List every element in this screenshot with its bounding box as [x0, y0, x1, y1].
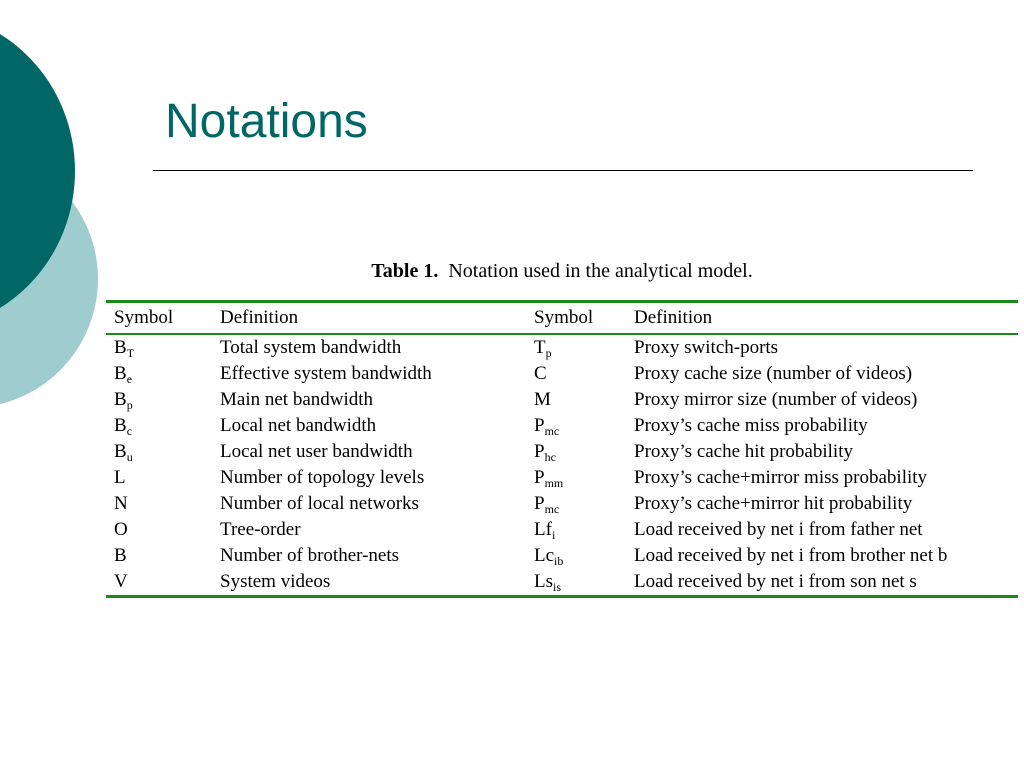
symbol-base: T [534, 337, 546, 358]
symbol-base: P [534, 415, 545, 436]
symbol-cell [526, 439, 626, 465]
symbol-base: L [114, 467, 126, 488]
definition-cell: Total system bandwidth [220, 337, 402, 358]
definition-cell: Proxy’s cache hit probability [634, 441, 853, 462]
definition-cell: Main net bandwidth [220, 389, 374, 410]
symbol-cell [526, 491, 626, 517]
symbol-base: Lc [534, 545, 555, 566]
symbol-cell [106, 491, 212, 517]
symbol-subscript: i [551, 528, 556, 542]
definition-cell: Proxy mirror size (number of videos) [634, 389, 918, 410]
symbol-subscript: e [126, 372, 133, 386]
definition-cell: Proxy switch-ports [634, 337, 779, 358]
definition-cell: Proxy’s cache+mirror miss probability [634, 467, 928, 488]
symbol-cell [106, 387, 212, 413]
table-row [106, 439, 1018, 465]
symbol-base: Lf [534, 519, 552, 540]
header-symbol-2: Symbol [534, 307, 594, 328]
symbol-cell [106, 361, 212, 387]
symbol-subscript: mc [544, 424, 560, 438]
symbol-base: P [534, 441, 545, 462]
symbol-subscript: mm [544, 476, 564, 490]
notation-table [106, 300, 1018, 598]
table-row [106, 387, 1018, 413]
definition-cell: System videos [220, 571, 331, 592]
symbol-cell [106, 439, 212, 465]
symbol-cell [526, 387, 626, 413]
table-caption-label: Table 1. [371, 260, 439, 282]
symbol-cell [106, 413, 212, 439]
definition-cell: Load received by net i from son net s [634, 571, 917, 592]
symbol-base: Ls [534, 571, 553, 592]
definition-cell: Proxy cache size (number of videos) [634, 363, 913, 384]
table-header-row [106, 302, 1018, 335]
table-row [106, 361, 1018, 387]
definition-cell: Load received by net i from brother net b [634, 545, 948, 566]
symbol-base: C [534, 363, 547, 384]
symbol-cell [526, 361, 626, 387]
definition-cell: Number of local networks [220, 493, 419, 514]
symbol-base: M [534, 389, 551, 410]
symbol-subscript: hc [544, 450, 556, 464]
symbol-subscript: p [126, 398, 133, 412]
table-row [106, 334, 1018, 361]
symbol-subscript: mc [544, 502, 560, 516]
header-definition-1: Definition [220, 307, 299, 328]
definition-cell: Load received by net i from father net [634, 519, 923, 540]
symbol-cell [526, 517, 626, 543]
symbol-cell [106, 543, 212, 569]
table-row [106, 543, 1018, 569]
symbol-base: O [114, 519, 128, 540]
symbol-cell [106, 517, 212, 543]
symbol-subscript: c [126, 424, 133, 438]
definition-cell: Proxy’s cache+mirror hit probability [634, 493, 913, 514]
symbol-cell [526, 334, 626, 361]
definition-cell: Proxy’s cache miss probability [634, 415, 868, 436]
header-symbol-1: Symbol [114, 307, 174, 328]
table-row [106, 517, 1018, 543]
symbol-subscript: is [553, 580, 562, 594]
symbol-cell [526, 413, 626, 439]
definition-cell: Effective system bandwidth [220, 363, 432, 384]
definition-cell: Number of topology levels [220, 467, 425, 488]
symbol-cell [526, 465, 626, 491]
header-definition-2: Definition [634, 307, 713, 328]
table-caption [106, 260, 1018, 283]
table-row [106, 465, 1018, 491]
title-divider [153, 170, 973, 171]
table-row [106, 491, 1018, 517]
symbol-cell [526, 543, 626, 569]
symbol-base: N [114, 493, 128, 514]
definition-cell: Tree-order [220, 519, 301, 540]
symbol-subscript: u [126, 450, 133, 464]
symbol-base: B [114, 545, 127, 566]
symbol-base: B [114, 415, 127, 436]
definition-cell: Local net user bandwidth [220, 441, 413, 462]
symbol-base: P [534, 493, 545, 514]
symbol-cell [106, 334, 212, 361]
definition-cell: Local net bandwidth [220, 415, 377, 436]
symbol-subscript: ib [554, 554, 564, 568]
symbol-base: B [114, 389, 127, 410]
symbol-base: B [114, 337, 127, 358]
symbol-cell [106, 569, 212, 597]
symbol-base: P [534, 467, 545, 488]
symbol-base: B [114, 363, 127, 384]
symbol-base: V [114, 571, 128, 592]
table-row [106, 569, 1018, 597]
table-row [106, 413, 1018, 439]
symbol-subscript: p [545, 346, 552, 360]
symbol-cell [106, 465, 212, 491]
definition-cell: Number of brother-nets [220, 545, 400, 566]
symbol-subscript: T [126, 346, 135, 360]
slide-title: Notations [165, 95, 368, 148]
symbol-base: B [114, 441, 127, 462]
table-caption-text: Notation used in the analytical model. [448, 260, 753, 282]
symbol-cell [526, 569, 626, 597]
